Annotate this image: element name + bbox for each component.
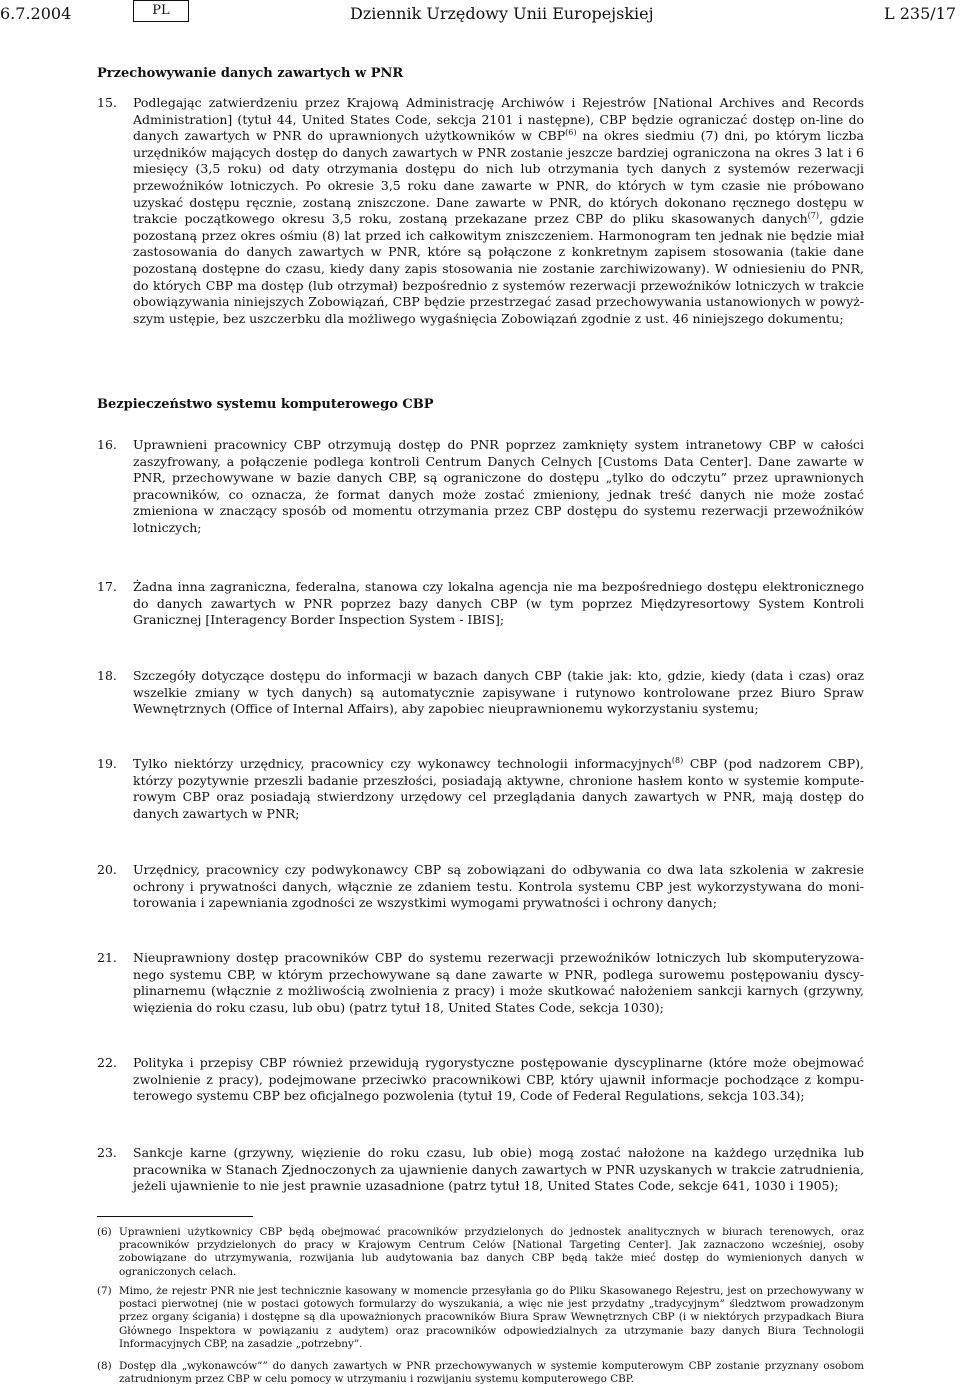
paragraph-text xyxy=(133,1055,864,1105)
paragraph-text xyxy=(133,1145,864,1195)
text-run: Żadna inna zagraniczna, federalna, stanowa czy lokalna agencja nie ma bezpośredniego dostępu elektronicznego do danych zawartych w PNR poprzez bazy danych CBP (w tym poprzez Międzyresortowy System Kontroli Granicznej [Interagency Border Inspection System - IBIS]; xyxy=(133,579,864,628)
publication-date: 6.7.2004 xyxy=(0,4,72,23)
paragraph-text xyxy=(133,437,864,537)
text-run: Urzędnicy, pracownicy czy podwykonawcy CBP są zobowiązani do odbywania co dwa lata szkolenia w zakresie ochrony i prywatności danych, włącznie ze zdaniem testu. Kontrola systemu CBP jest wykorzystywana do monitorowania i zapewniania zgodności ze wszystkimi wymogami prywatności i ochrony danych; xyxy=(133,862,864,911)
paragraph-22 xyxy=(97,1055,864,1105)
text-run: Podlegając zatwierdzeniu przez Krajową Administrację Archiwów i Rejestrów [National Archives and Records Administration] (tytuł 44, United States Code, sekcja 2101 i następne), CBP będzie ograniczać dostęp on-line do danych zawartych w PNR do uprawnionych użytkowników w CBP xyxy=(133,95,864,144)
footnote-7 xyxy=(97,1285,864,1351)
footnote-text: Mimo, że rejestr PNR nie jest technicznie kasowany w momencie przesyłania go do Pliku Skasowanego Rejestru, jest on przechowywany w postaci pierwotnej (nie w postaci gotowych formularzy do wyszukania, a więc nie jest przydatny „tradycyjnym” śledztwom prowadzonym przez organy ścigania) i dostępne są dla upoważnionych pracowników Biura Spraw Wewnętrznych CBP (i w niektórych przypadkach Biura Głównego Inspektora w powiązaniu z audytem) oraz pracowników odpowiedzialnych za utrzymanie bazy danych Biura Technologii Informacyjnych CBP, na zasadzie „potrzebny”. xyxy=(119,1285,864,1350)
footnote-number: (6) xyxy=(97,1226,112,1238)
section-heading-system-security: Bezpieczeństwo systemu komputerowego CBP xyxy=(97,397,434,412)
paragraph-23 xyxy=(97,1145,864,1195)
language-code-box: PL xyxy=(133,0,189,22)
footnote-text: Uprawnieni użytkownicy CBP będą obejmować pracowników przydzielonych do jednostek analitycznych w biurach terenowych, oraz pracowników przydzielonych do pracy w Krajowym Centrum Celów [National Targeting Center]. Jak zaznaczono wcześniej, osoby zobowiązane do utrzymywania, rozwijania lub audytowania baz danych CBP będą także mieć dostęp do wymienionych danych w ograniczonych celach. xyxy=(119,1226,864,1278)
paragraph-number: 23. xyxy=(97,1145,117,1160)
paragraph-18 xyxy=(97,668,864,718)
paragraph-text xyxy=(133,95,864,327)
paragraph-15 xyxy=(97,95,864,327)
paragraph-number: 20. xyxy=(97,862,117,877)
page-header xyxy=(0,0,960,32)
footnote-6 xyxy=(97,1226,864,1279)
footnote-reference: (6) xyxy=(565,128,577,138)
paragraph-number: 18. xyxy=(97,668,117,683)
paragraph-16 xyxy=(97,437,864,537)
footnote-text: Dostęp dla „wykonawców”” do danych zawartych w PNR przechowywanych w systemie komputerowym CBP zostanie przyznany osobom zatrudnionym przez CBP w celu pomocy w utrzymaniu i rozwijaniu systemu komputerowego CBP. xyxy=(119,1360,864,1386)
paragraph-number: 21. xyxy=(97,950,117,965)
text-run: CBP (pod nadzorem CBP), którzy pozytywnie przeszli badanie przeszłości, posiadają aktywne, chronione hasłem konto w systemie komputerowym CBP oraz posiadają stwierdzony urzędowy cel przeglądania danych zawartych w PNR, mają dostęp do danych zawartych w PNR; xyxy=(133,756,864,821)
text-run: na okres siedmiu (7) dni, po którym liczba urzędników mających dostęp do danych zawartych w PNR zostanie jeszcze bardziej ograniczona na okres 3 lat i 6 miesięcy (3,5 roku) od daty otrzymania dostępu do nich lub otrzymania tych danych z systemów rezerwacji przewoźników lotniczych. Po okresie 3,5 roku dane zawarte w PNR, do których w tym czasie nie próbowano uzyskać dostępu ręcznie, zostaną zniszczone. Dane zawarte w PNR, do których dokonano ręcznego dostępu w trakcie początkowego okresu 3,5 roku, zostaną przekazane przez CBP do pliku skasowanych danych xyxy=(133,128,865,227)
paragraph-number: 16. xyxy=(97,437,117,452)
paragraph-text xyxy=(133,756,864,822)
text-run: Sankcje karne (grzywny, więzienie do roku czasu, lub obie) mogą zostać nałożone na każdego urzędnika lub pracownika w Stanach Zjednoczonych za ujawnienie danych zawartych w PNR uzyskanych w trakcie zatrudnienia, jeżeli ujawnienie to nie jest prawnie uzasadnione (patrz tytuł 18, United States Code, sekcje 641, 1030 i 1905); xyxy=(133,1145,864,1194)
paragraph-number: 22. xyxy=(97,1055,117,1070)
paragraph-number: 19. xyxy=(97,756,117,771)
paragraph-text xyxy=(133,950,864,1016)
text-run: Polityka i przepisy CBP również przewidują rygorystyczne postępowanie dyscyplinarne (które może obejmować zwolnienie z pracy), podejmowane przeciwko pracownikowi CBP, który ujawnił informacje pochodzące z komputerowego systemu CBP bez oficjalnego pozwolenia (tytuł 19, Code of Federal Regulations, sekcja 103.34); xyxy=(133,1055,864,1104)
paragraph-text xyxy=(133,862,864,912)
paragraph-17 xyxy=(97,579,864,629)
paragraph-text xyxy=(133,668,864,718)
footnote-number: (8) xyxy=(97,1360,112,1372)
page-reference: L 235/17 xyxy=(884,4,956,23)
text-run: Tylko niektórzy urzędnicy, pracownicy czy wykonawcy technologii informacyjnych xyxy=(133,756,672,771)
text-run: Nieuprawniony dostęp pracowników CBP do systemu rezerwacji przewoźników lotniczych lub skomputeryzowanego systemu CBP, w którym przechowywane są dane zawarte w PNR, podlega surowemu postępowaniu dyscyplinarnemu (włącznie z możliwością zwolnienia z pracy) i może skutkować nałożeniem sankcji karnych (grzywny, więzienia do roku czasu, lub obu) (patrz tytuł 18, United States Code, sekcja 1030); xyxy=(133,950,864,1015)
paragraph-19 xyxy=(97,756,864,822)
paragraph-21 xyxy=(97,950,864,1016)
paragraph-number: 15. xyxy=(97,95,117,110)
footnote-reference: (8) xyxy=(671,755,684,765)
paragraph-20 xyxy=(97,862,864,912)
footnote-separator xyxy=(97,1216,253,1217)
paragraph-text xyxy=(133,579,864,629)
footnote-8 xyxy=(97,1360,864,1386)
text-run: Szczegóły dotyczące dostępu do informacji w bazach danych CBP (takie jak: kto, gdzie, kiedy (data i czas) oraz wszelkie zmiany w tych danych) są automatycznie zapisywane i rutynowo kontrolowane przez Biuro Spraw Wewnętrznych (Office of Internal Affairs), aby zapobiec nieuprawnionemu wykorzystaniu systemu; xyxy=(133,668,864,717)
text-run: Uprawnieni pracownicy CBP otrzymują dostęp do PNR poprzez zamknięty system intranetowy CBP w całości zaszyfrowany, a połączenie podlega kontroli Centrum Danych Celnych [Customs Data Center]. Dane zawarte w PNR, przechowywane w bazie danych CBP, są ograniczone do dostępu „tylko do odczytu” przez uprawnionych pracowników, co oznacza, że format danych może zostać zmieniony, jednak treść danych nie może zostać zmieniona w znaczący sposób od momentu otrzymania przez CBP dostępu do systemu rezerwacji przewoźników lotniczych; xyxy=(133,437,864,535)
text-run: , gdzie pozostaną przez okres ośmiu (8) lat przed ich całkowitym zniszczeniem. Harmonogram ten jednak nie będzie miał zastosowania do danych zawartych w PNR, które są połączone z konkretnym zapisem stosowania (takie dane pozostaną dostępne do czasu, kiedy dany zapis stosowania nie zostanie zarchiwizowany). W odniesieniu do PNR, do których CBP ma dostęp (lub otrzymał) bezpośrednio z systemów rezerwacji przewoźników lotniczych w trakcie obowiązywania niniejszych Zobowiązań, CBP będzie przestrzegać zasad przechowywania ustanowionych w powyższym ustępie, bez uszczerbku dla możliwego wygaśnięcia Zobowiązań zgodnie z ust. 46 niniejszego dokumentu; xyxy=(133,211,864,326)
footnote-number: (7) xyxy=(97,1285,112,1297)
section-heading-pnr-storage: Przechowywanie danych zawartych w PNR xyxy=(97,66,404,81)
footnote-reference: (7) xyxy=(807,211,819,220)
paragraph-number: 17. xyxy=(97,579,117,594)
journal-title: Dziennik Urzędowy Unii Europejskiej xyxy=(350,4,654,23)
